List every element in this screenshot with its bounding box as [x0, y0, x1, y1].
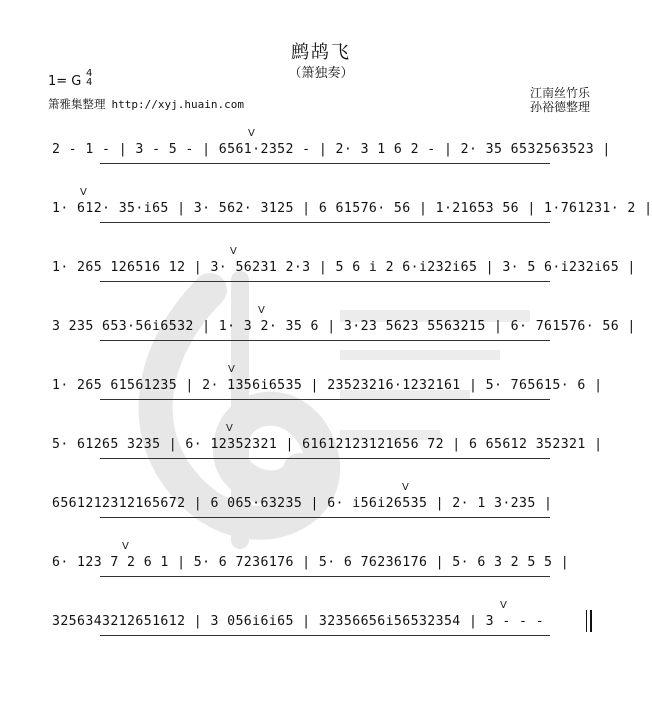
beam-underline [100, 458, 550, 459]
breath-mark: V [230, 246, 237, 257]
site-url: http://xyj.huain.com [111, 98, 244, 111]
beam-underline [100, 340, 550, 341]
beam-underline [100, 635, 550, 636]
breath-mark: V [248, 128, 255, 139]
notation-line: 1· 265 61561235 | 2· 1356i6535 | 23523216·1232161 | 5· 765615· 6 | [52, 378, 603, 393]
breath-mark: V [226, 423, 233, 434]
beam-underline [100, 399, 550, 400]
score-row [40, 541, 600, 600]
beam-underline [100, 517, 550, 518]
time-signature-top: 4 [86, 68, 93, 79]
score-row [40, 305, 636, 364]
credit-genre: 江南丝竹乐 [530, 86, 591, 100]
final-barline [586, 610, 592, 632]
notation-line: 3256343212651612 | 3 056i6i65 | 32356656i56532354 | 3 - - - [52, 614, 545, 629]
breath-mark: V [80, 187, 87, 198]
notation-line: 3 235 653·56i6532 | 1· 3 2· 35 6 | 3·23 5623 5563215 | 6· 761576· 56 | [52, 319, 636, 334]
score-row [40, 423, 603, 482]
score-row [40, 187, 652, 246]
key-signature: 1= G [48, 74, 82, 89]
score-row [40, 600, 600, 659]
time-signature [86, 69, 92, 87]
score-row [40, 364, 603, 423]
song-subtitle: （箫独奏） [288, 66, 354, 81]
notation-line: 2 - 1 - | 3 - 5 - | 6561·2352 - | 2· 3 1 6 2 - | 2· 35 6532563523 | [52, 142, 611, 157]
breath-mark: V [228, 364, 235, 375]
source-line [48, 96, 244, 112]
notation-line: 1· 265 126516 12 | 3· 56231 2·3 | 5 6 i 2 6·i232i65 | 3· 5 6·i232i65 | [52, 260, 636, 275]
song-title: 鹧鸪飞 [291, 42, 351, 63]
beam-underline [100, 576, 550, 577]
beam-underline [100, 281, 550, 282]
beam-underline [100, 163, 550, 164]
site-name: 箫雅集整理 [48, 97, 106, 111]
credit-arranger: 孙裕德整理 [530, 100, 591, 114]
notation-line: 6561212312165672 | 6 065·63235 | 6· i56i26535 | 2· 1 3·235 | [52, 496, 553, 511]
breath-mark: V [402, 482, 409, 493]
notation-line: 6· 123 7 2 6 1 | 5· 6 7236176 | 5· 6 76236176 | 5· 6 3 2 5 5 | [52, 555, 570, 570]
time-signature-bottom: 4 [86, 77, 93, 88]
jianpu-score [40, 128, 652, 659]
score-row [40, 246, 636, 305]
breath-mark: V [258, 305, 265, 316]
score-row [40, 128, 611, 187]
breath-mark: V [500, 600, 507, 611]
score-row [40, 482, 600, 541]
notation-line: 5· 61265 3235 | 6· 12352321 | 61612123121656 72 | 6 65612 352321 | [52, 437, 603, 452]
beam-underline [100, 222, 550, 223]
notation-line: 1· 612· 35·i65 | 3· 562· 3125 | 6 61576· 56 | 1·21653 56 | 1·761231· 2 | [52, 201, 652, 216]
breath-mark: V [122, 541, 129, 552]
